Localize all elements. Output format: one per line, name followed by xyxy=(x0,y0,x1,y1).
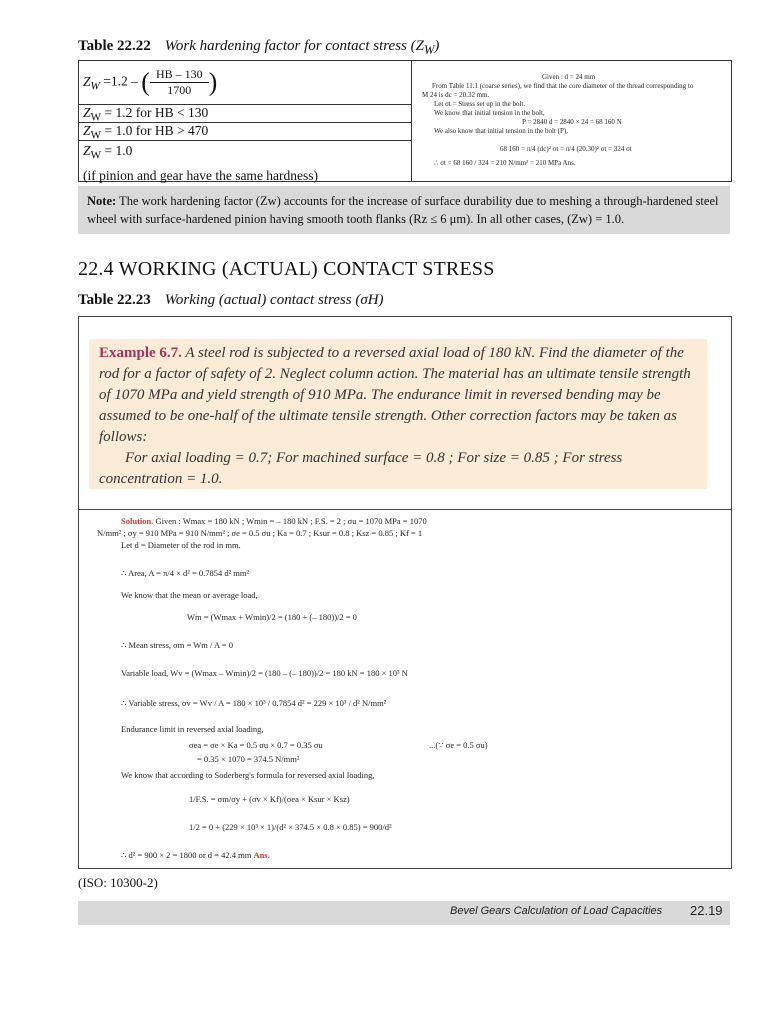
solution-line: 1/2 = 0 + (229 × 10³ × 1)/(d² × 374.5 × 0.8 × 0.85) = 900/d² xyxy=(189,822,392,832)
section-heading: 22.4 WORKING (ACTUAL) CONTACT STRESS xyxy=(78,258,495,280)
solution-line: ∴ d² = 900 × 2 = 1800 or d = 42.4 mm Ans. xyxy=(121,850,270,860)
table-row: $Z_W = 1.2$ for HB < 130 xyxy=(79,105,411,123)
solution-line: We know that according to Soderberg's formula for reversed axial loading, xyxy=(121,770,375,780)
solution-line: 1/F.S. = σm/σy + (σv × Kf)/(σea × Ksur × Ksz) xyxy=(189,794,350,804)
solution-line: N/mm² ; σy = 910 MPa = 910 N/mm² ; σe = 0.5 σu ; Ka = 0.7 ; Ksur = 0.8 ; Ksz = 0.85 ; Kf = 1 xyxy=(97,528,423,538)
solution-box xyxy=(78,508,732,869)
solution-line: Wm = (Wmax + Wmin)/2 = (180 + (– 180))/2 = 0 xyxy=(187,612,357,622)
solution-line: Endurance limit in reversed axial loading, xyxy=(121,724,264,734)
example-box xyxy=(78,316,732,510)
note-box xyxy=(78,186,730,234)
table-number: Table 22.22 xyxy=(78,38,151,54)
table-22-23-title xyxy=(78,292,384,309)
example-text: Example 6.7. A steel rod is subjected to a reversed axial load of 180 kN. Find the diameter of the rod for a factor of safety of 2. Neglect column action. The material has an ultimate tensile strength of 1070 MPa and yield strength of 910 MPa. The endurance limit in reversed bending may be assumed to be one-half of the ultimate tensile strength. Other correction factors may be taken as follows: For axial loading = 0.7; For machined surface = 0.8 ; For size = 0.85 ; For stress concentration = 1.0. xyxy=(89,339,707,489)
solution-line: ∴ Mean stress, σm = Wm / A = 0 xyxy=(121,640,233,650)
table-caption: Working (actual) contact stress (σH) xyxy=(164,292,384,308)
solution-line: = 0.35 × 1070 = 374.5 N/mm² xyxy=(197,754,300,764)
work-hardening-table xyxy=(78,60,732,182)
formula-column xyxy=(79,61,412,181)
page-number: 22.19 xyxy=(690,903,723,918)
embedded-worked-example: Given : d = 24 mm From Table 11.1 (coarse series), we find that the core diameter of the thread corresponding to M 24 is dc = 20.32 mm. Let σt = Stress set up in the bolt. We know that initial tension in the bolt, P = 2840 d = 2840 × 24 = 68 160 N We also know that initial tension in the bolt (P), 68 160 = π/4 (dc)² σt = π/4 (20.30)² σt = 324 σt ∴ σt = 68 160 / 324 = 210 N/mm² = 210 MPa Ans. xyxy=(422,73,694,167)
table-number: Table 22.23 xyxy=(78,292,151,308)
solution-line: ∴ Variable stress, σv = Wv / A = 180 × 10³ / 0.7854 d² = 229 × 10³ / d² N/mm² xyxy=(121,698,387,708)
note-text: The work hardening factor (Zw) accounts for the increase of surface durability due to meshing a through-hardened steel wheel with surface-hardened pinion having smooth tooth flanks (Rz ≤ 6 μm). In all other cases, (Zw) = 1.0. xyxy=(87,194,719,226)
solution-line: We know that the mean or average load, xyxy=(121,590,258,600)
formula-fraction: $\frac{HB - 130}{1700}$ xyxy=(150,67,209,98)
footer-chapter-title: Bevel Gears Calculation of Load Capacities xyxy=(450,905,663,917)
solution-line: Variable load, Wv = (Wmax – Wmin)/2 = (180 – (– 180))/2 = 180 kN = 180 × 10³ N xyxy=(121,668,408,678)
solution-line: Let d = Diameter of the rod in mm. xyxy=(121,540,241,550)
formula-row: $Z_W =1.2$ – ( $\frac{HB - 130}{1700}$ ) xyxy=(79,61,411,105)
solution-line: ...(∵ σe = 0.5 σu) xyxy=(429,740,488,750)
iso-reference: (ISO: 10300-2) xyxy=(78,875,158,890)
solution-line: Solution. Given : Wmax = 180 kN ; Wmin = – 180 kN ; F.S. = 2 ; σu = 1070 MPa = 1070 xyxy=(121,516,427,526)
solution-line: σea = σe × Ka = 0.5 σu × 0.7 = 0.35 σu xyxy=(189,740,323,750)
table-row: $Z_W = 1.0$ (if pinion and gear have the same hardness) xyxy=(83,143,319,183)
solution-line: ∴ Area, A = π/4 × d² = 0.7854 d² mm² xyxy=(121,568,250,578)
note-label: Note: xyxy=(87,194,117,208)
table-caption: Work hardening factor for contact stress $(Z_W)$ xyxy=(164,38,440,57)
table-row: $Z_W = 1.0$ for HB > 470 xyxy=(79,123,411,141)
example-label: Example 6.7. xyxy=(99,345,182,361)
table-22-22-title xyxy=(78,38,439,58)
